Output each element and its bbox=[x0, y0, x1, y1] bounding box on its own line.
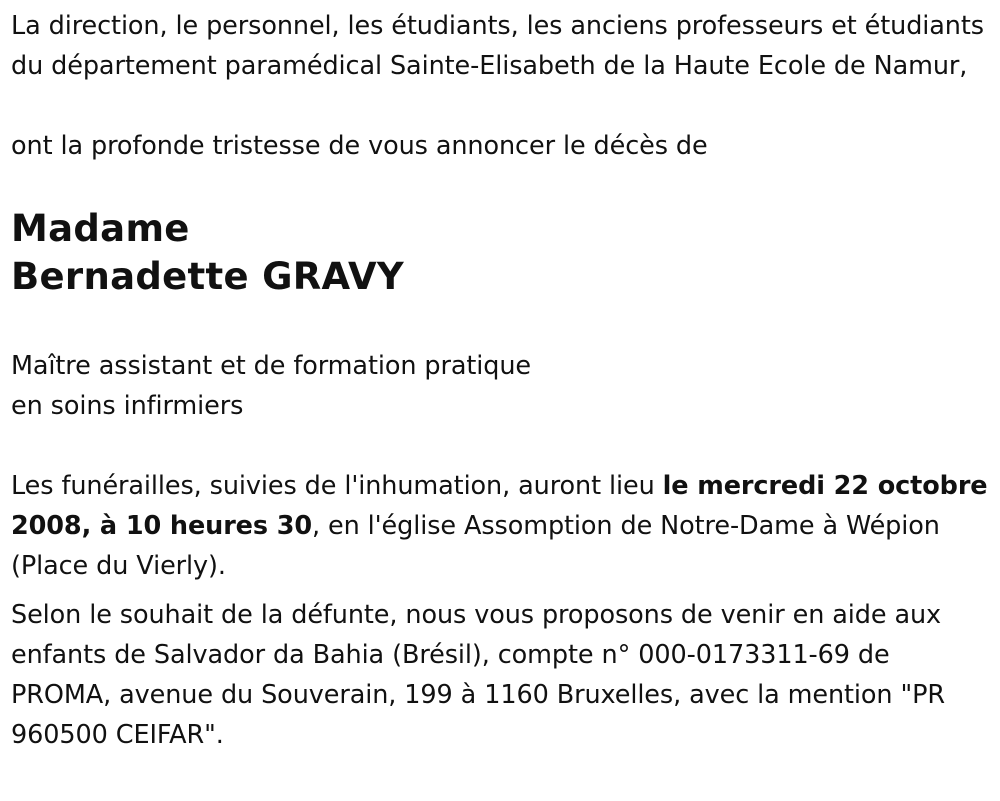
donation-paragraph: Selon le souhait de la défunte, nous vous proposons de venir en aide aux enfants de Salvador da Bahia (Brésil), compte n° 000-0173311-69 de PROMA, avenue du Souverain, 199 à 1160 Bruxelles, avec la mention "PR 960500 CEIFAR". bbox=[11, 600, 946, 750]
role-line-1: Maître assistant et de formation pratique bbox=[11, 351, 532, 381]
deceased-name-block bbox=[11, 205, 988, 301]
funeral-lead: Les funérailles, suivies de l'inhumation, auront lieu bbox=[11, 471, 663, 501]
deceased-title: Madame bbox=[11, 207, 190, 250]
role-line-2: en soins infirmiers bbox=[11, 391, 244, 421]
role-block bbox=[11, 346, 988, 426]
intro-paragraph: La direction, le personnel, les étudiants, les anciens professeurs et étudiants du département paramédical Sainte-Elisabeth de la Haute Ecole de Namur, bbox=[11, 11, 984, 81]
announcement-line: ont la profonde tristesse de vous annoncer le décès de bbox=[11, 131, 708, 161]
funeral-date-time: le mercredi 22 octobre 2008, à 10 heures 30 bbox=[11, 471, 988, 541]
funeral-paragraph bbox=[11, 466, 988, 586]
deceased-name: Bernadette GRAVY bbox=[11, 255, 404, 298]
funeral-place: , en l'église Assomption de Notre-Dame à Wépion (Place du Vierly). bbox=[11, 511, 940, 581]
